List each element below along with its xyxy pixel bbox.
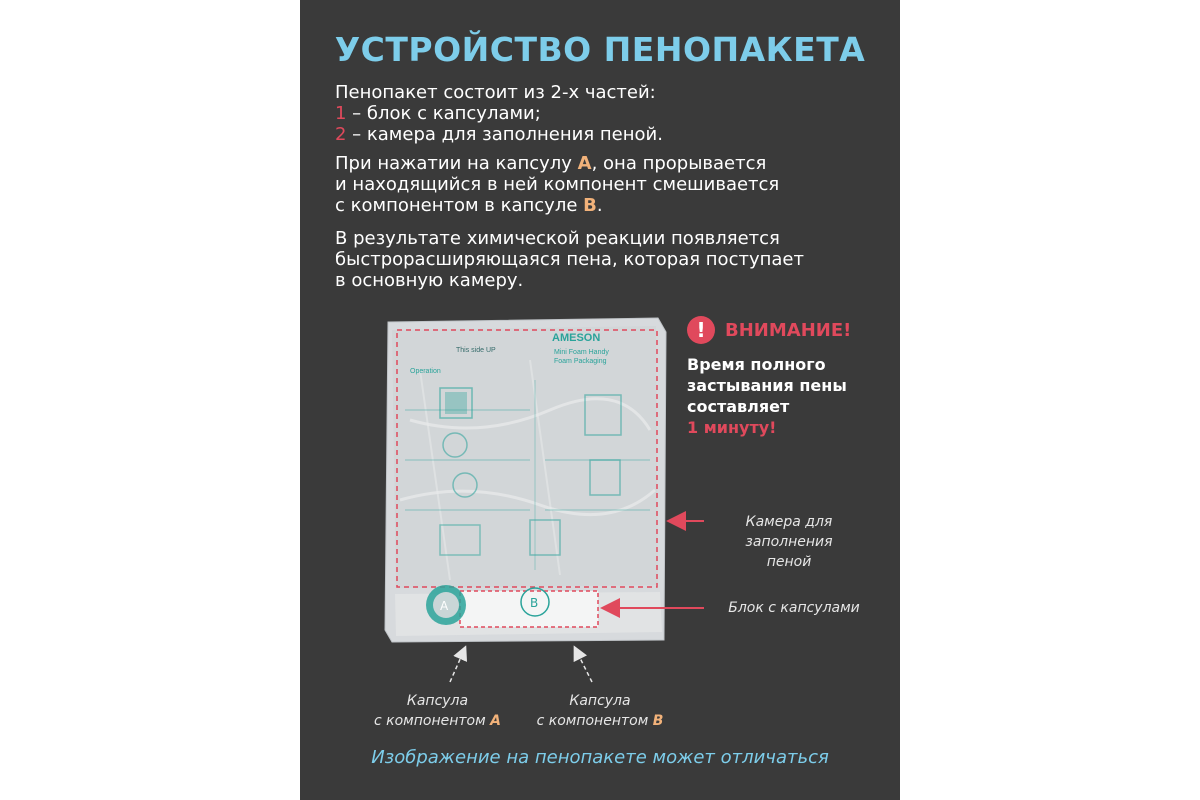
- capsule-block-outline: [460, 591, 598, 627]
- caption-line: Капсула: [569, 693, 631, 709]
- item-text-2: – камера для заполнения пеной.: [346, 124, 663, 145]
- item-number-2: 2: [335, 124, 347, 145]
- capsule-a-caption: [350, 691, 525, 731]
- intro-line: Пенопакет состоит из 2-х частей:: [335, 82, 656, 103]
- caption-letter-a: А: [490, 713, 501, 729]
- bag-subtitle-2: Foam Packaging: [554, 358, 607, 365]
- bag-subtitle-1: Mini Foam Handy: [554, 349, 609, 356]
- reaction-line-3: в основную камеру.: [335, 270, 524, 291]
- warning-highlight: 1 минуту!: [687, 418, 777, 437]
- capsule-b-caption: [520, 691, 680, 731]
- block-callout: Блок с капсулами: [728, 600, 860, 616]
- bag-side-up: This side UP: [456, 347, 496, 354]
- caption-text: с компонентом: [536, 713, 653, 729]
- bag-operation: Operation: [410, 368, 441, 375]
- page-title: УСТРОЙСТВО ПЕНОПАКЕТА: [334, 30, 866, 69]
- mix-line-2: и находящийся в ней компонент смешивается: [335, 174, 780, 195]
- warning-line-3: составляет: [687, 397, 790, 416]
- reaction-line-1: В результате химической реакции появляется: [335, 228, 780, 249]
- warning-line-1: Время полного: [687, 355, 826, 374]
- reaction-line-2: быстрорасширяющаяся пена, которая поступает: [335, 249, 804, 270]
- chamber-callout-line: Камера для: [745, 514, 833, 530]
- chamber-callout: [714, 512, 864, 572]
- chamber-callout-line: пеной: [766, 554, 812, 570]
- chamber-callout-line: заполнения: [745, 534, 833, 550]
- letter-b: В: [583, 195, 597, 216]
- caption-text: с компонентом: [374, 713, 491, 729]
- item-text-1: – блок с капсулами;: [346, 103, 541, 124]
- caption-letter-b: В: [652, 713, 664, 729]
- caption-line: [520, 711, 680, 731]
- warning-title: ВНИМАНИЕ!: [725, 319, 852, 341]
- capsule-b-label: B: [530, 596, 539, 610]
- mix-text: .: [596, 195, 603, 216]
- warning-header: [687, 315, 851, 345]
- mix-text: При нажатии на капсулу: [335, 153, 578, 174]
- warning-line-2: застывания пены: [687, 376, 847, 395]
- item-number-1: 1: [335, 103, 347, 124]
- caption-line: Капсула: [406, 693, 469, 709]
- warning-text: [687, 354, 887, 438]
- info-panel: [300, 0, 900, 800]
- mix-text: с компонентом в капсуле: [335, 195, 584, 216]
- capsule-a-arrow: [450, 648, 465, 682]
- footer-note: Изображение на пенопакете может отличаться: [371, 747, 829, 768]
- caption-line: [350, 711, 525, 731]
- capsule-b-arrow: [575, 648, 592, 682]
- capsule-a-label: A: [440, 599, 449, 613]
- bag-brand: AMESON: [552, 332, 601, 344]
- exclamation-icon: !: [687, 316, 715, 344]
- letter-a: А: [577, 153, 592, 174]
- mix-text: , она прорывается: [591, 153, 767, 174]
